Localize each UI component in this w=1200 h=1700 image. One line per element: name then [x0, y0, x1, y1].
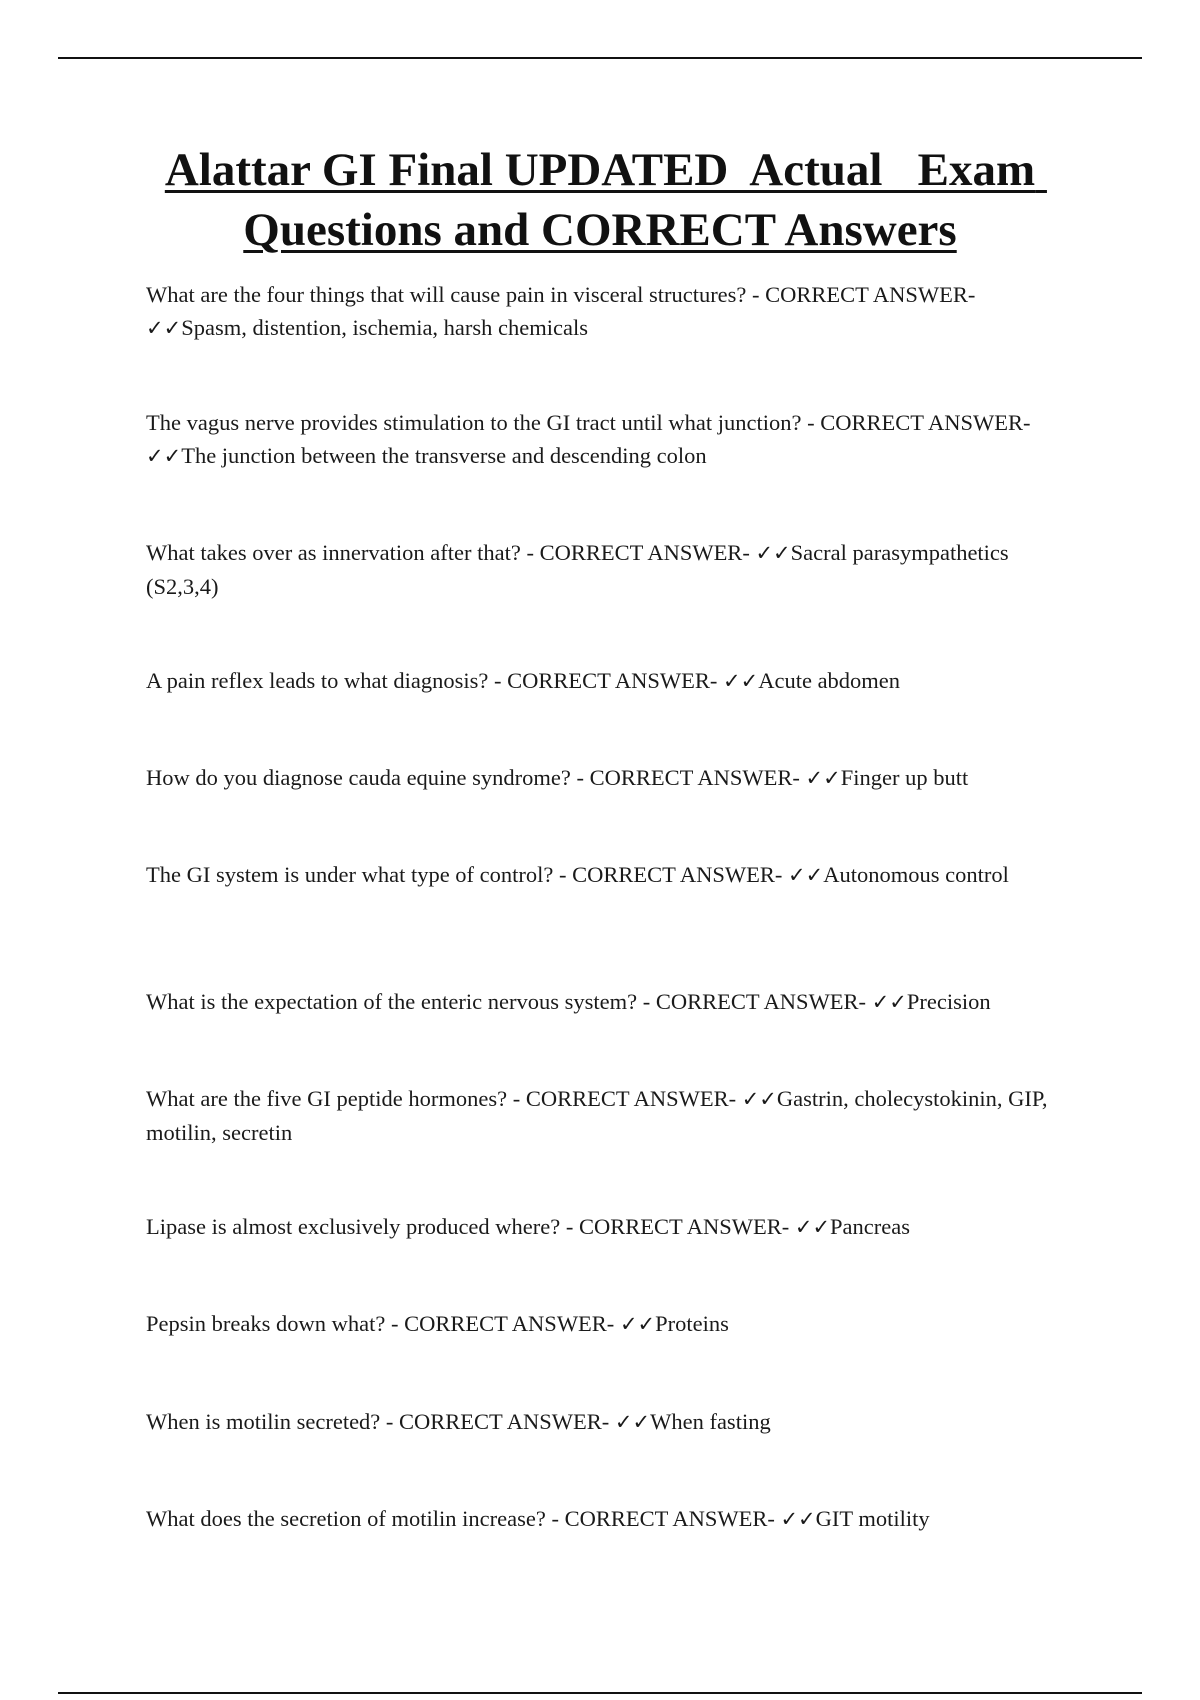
question-text: What is the expectation of the enteric nervous system? - CORRECT ANSWER-	[146, 989, 872, 1014]
question-text: Lipase is almost exclusively produced where? - CORRECT ANSWER-	[146, 1214, 795, 1239]
double-check-icon: ✓✓	[146, 316, 182, 340]
double-check-icon: ✓✓	[794, 1215, 831, 1239]
qa-item	[146, 664, 1076, 698]
double-check-icon: ✓✓	[871, 990, 907, 1014]
qa-item	[146, 1307, 1076, 1341]
question-text: What are the five GI peptide hormones? - CORRECT ANSWER-	[146, 1086, 742, 1111]
qa-item	[146, 536, 1076, 603]
answer-text: Proteins	[655, 1311, 729, 1336]
answer-text: Pancreas	[830, 1214, 911, 1239]
top-rule	[58, 57, 1142, 59]
double-check-icon: ✓✓	[146, 444, 182, 468]
answer-text: Gastrin, cholecystokinin, GIP, motilin, secretin	[146, 1086, 1048, 1145]
double-check-icon: ✓✓	[780, 1507, 816, 1531]
double-check-icon: ✓✓	[755, 541, 791, 565]
qa-item	[146, 1082, 1076, 1149]
answer-text: Precision	[906, 989, 991, 1014]
answer-text: Spasm, distention, ischemia, harsh chemicals	[181, 315, 588, 340]
double-check-icon: ✓✓	[788, 863, 824, 887]
question-text: Pepsin breaks down what? - CORRECT ANSWER-	[146, 1311, 620, 1336]
page-title: Alattar GI Final UPDATED Actual Exam Questions and CORRECT Answers	[164, 144, 1047, 256]
answer-text: When fasting	[650, 1409, 771, 1434]
qa-item	[146, 858, 1076, 892]
double-check-icon: ✓✓	[614, 1410, 651, 1434]
answer-text: Sacral parasympathetics (S2,3,4)	[146, 540, 1009, 599]
double-check-icon: ✓✓	[805, 766, 841, 790]
question-text: A pain reflex leads to what diagnosis? - CORRECT ANSWER-	[146, 668, 724, 693]
question-text: What are the four things that will cause pain in visceral structures? - CORRECT ANSWER-	[146, 282, 976, 307]
question-text: How do you diagnose cauda equine syndrome? - CORRECT ANSWER-	[146, 765, 806, 790]
answer-text: Acute abdomen	[758, 668, 901, 693]
double-check-icon: ✓✓	[619, 1312, 656, 1336]
qa-item	[146, 406, 1076, 473]
question-text: What does the secretion of motilin increase? - CORRECT ANSWER-	[146, 1506, 781, 1531]
qa-item	[146, 1502, 1076, 1536]
answer-text: Autonomous control	[823, 862, 1009, 887]
question-text: The GI system is under what type of control? - CORRECT ANSWER-	[146, 862, 788, 887]
answer-text: The junction between the transverse and descending colon	[181, 443, 707, 468]
question-text: The vagus nerve provides stimulation to the GI tract until what junction? - CORRECT ANSWER-	[146, 410, 1031, 435]
double-check-icon: ✓✓	[723, 669, 759, 693]
answer-text: GIT motility	[815, 1506, 930, 1531]
qa-item	[146, 1210, 1076, 1244]
bottom-rule	[58, 1692, 1142, 1694]
qa-item	[146, 985, 1076, 1019]
qa-item	[146, 1405, 1076, 1439]
answer-text: Finger up butt	[840, 765, 969, 790]
question-text: When is motilin secreted? - CORRECT ANSWER-	[146, 1409, 615, 1434]
qa-item	[146, 278, 1076, 345]
qa-item	[146, 761, 1076, 795]
question-text: What takes over as innervation after that? - CORRECT ANSWER-	[146, 540, 756, 565]
double-check-icon: ✓✓	[741, 1087, 777, 1111]
